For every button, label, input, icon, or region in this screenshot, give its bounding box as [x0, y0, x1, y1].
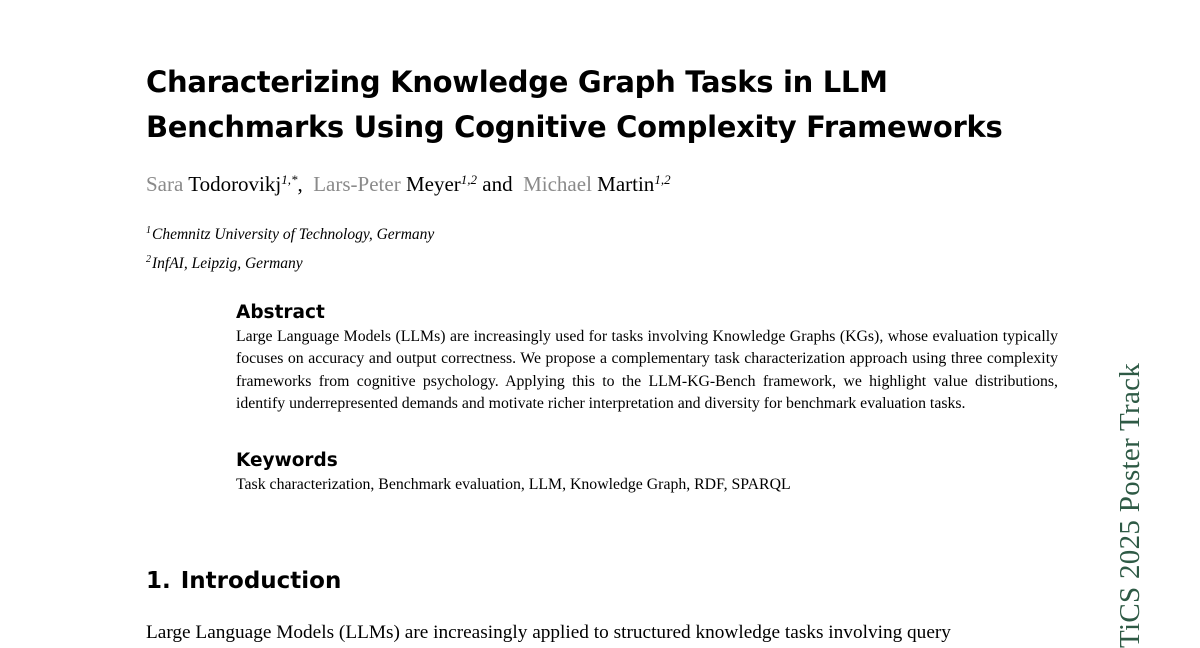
affiliation-text: InfAI, Leipzig, Germany — [152, 255, 303, 272]
author-3 — [523, 172, 670, 196]
author-given-name: Michael — [523, 172, 592, 196]
paper-title — [146, 60, 1086, 150]
affiliation-mark: 1,2 — [460, 172, 478, 187]
affiliation-2 — [146, 247, 434, 276]
author-given-name: Lars-Peter — [313, 172, 401, 196]
author-conjunction: and — [482, 172, 513, 196]
affiliation-list — [146, 218, 434, 276]
keywords-section — [236, 448, 1058, 496]
keywords-text: Task characterization, Benchmark evaluation, LLM, Knowledge Graph, RDF, SPARQL — [236, 476, 791, 493]
keywords-heading: Keywords — [236, 450, 338, 471]
author-list — [146, 166, 671, 198]
author-given-name: Sara — [146, 172, 184, 196]
section-title: Introduction — [180, 568, 342, 594]
affiliation-number: 1 — [146, 225, 151, 236]
title-line-2: Benchmarks Using Cognitive Complexity Frameworks — [146, 110, 1003, 144]
author-family-name: Todorovikj — [188, 172, 282, 196]
affiliation-number: 2 — [146, 254, 151, 265]
affiliation-text: Chemnitz University of Technology, Germany — [152, 226, 435, 243]
affiliation-mark: 1,* — [281, 172, 298, 187]
author-separator: , — [297, 172, 303, 196]
introduction-text: Large Language Models (LLMs) are increasingly applied to structured knowledge tasks involving query — [146, 622, 951, 643]
title-line-1: Characterizing Knowledge Graph Tasks in LLM — [146, 65, 888, 99]
affiliation-1 — [146, 218, 434, 247]
abstract-section — [236, 300, 1058, 415]
author-family-name: Martin — [597, 172, 655, 196]
author-2 — [313, 172, 477, 196]
venue-side-label: TiCS 2025 Poster Track — [1114, 362, 1146, 648]
author-1 — [146, 172, 297, 196]
section-number: 1. — [146, 568, 171, 594]
author-family-name: Meyer — [405, 172, 461, 196]
affiliation-mark: 1,2 — [654, 172, 671, 187]
abstract-text: Large Language Models (LLMs) are increasingly used for tasks involving Knowledge Graphs (KGs), whose evaluation typically focuses on accuracy and output correctness. We propose a complementary task characterization approach using three complexity frameworks from cognitive psychology. Applying this to the LLM-KG-Bench framework, we highlight value distributions, identify underrepresented demands and motivate richer interpretation and diversity for benchmark evaluation tasks. — [236, 328, 1058, 412]
abstract-heading: Abstract — [236, 302, 325, 323]
introduction-heading — [146, 565, 341, 597]
